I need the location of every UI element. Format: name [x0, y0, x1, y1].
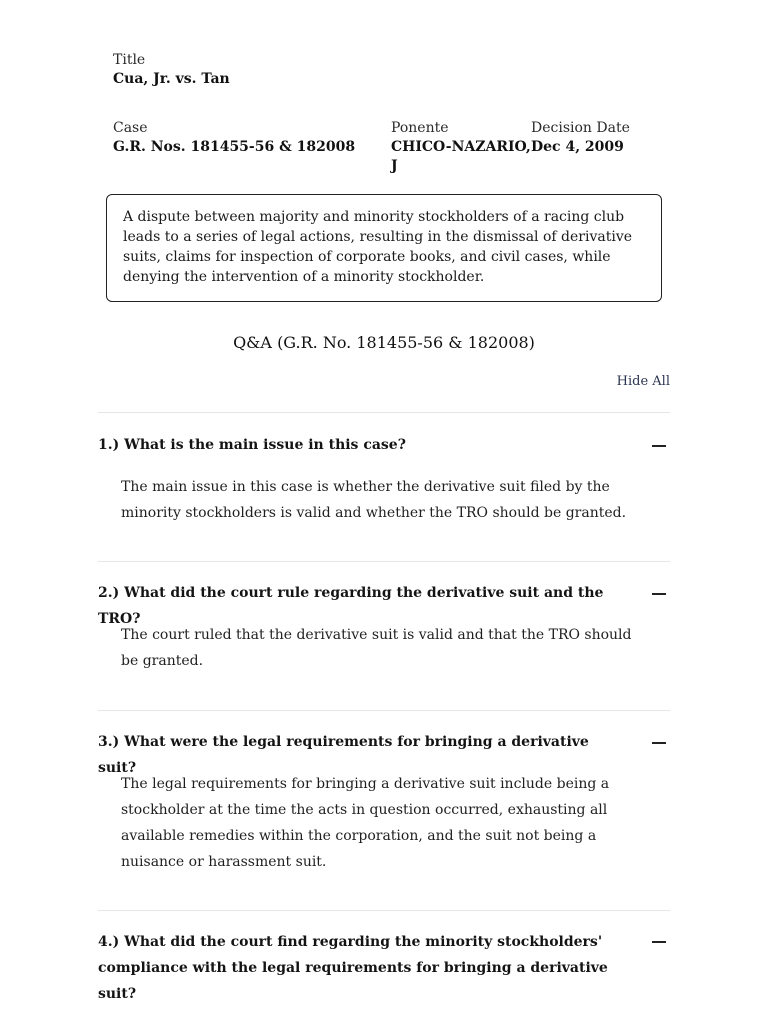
divider [98, 710, 670, 711]
qa-title: Q&A (G.R. No. 181455-56 & 182008) [233, 333, 535, 352]
answer-1: The main issue in this case is whether the derivative suit filed by the minority stockholders is valid and whether the TRO should be granted. [121, 479, 627, 521]
divider [98, 910, 670, 911]
decision-date-value: Dec 4, 2009 [531, 139, 624, 155]
ponente-label: Ponente [391, 120, 449, 136]
hide-all-button[interactable]: Hide All [616, 374, 670, 389]
divider [98, 412, 670, 413]
collapse-icon[interactable] [652, 941, 666, 943]
question-1[interactable]: 1.) What is the main issue in this case? [98, 437, 406, 453]
question-4[interactable]: 4.) What did the court find regarding the minority stockholders' compliance with the legal requirements for bringing a derivative suit? [98, 934, 608, 1002]
case-value: G.R. Nos. 181455-56 & 182008 [113, 139, 356, 155]
answer-2: The court ruled that the derivative suit is valid and that the TRO should be granted. [121, 627, 632, 669]
collapse-icon[interactable] [652, 445, 666, 447]
ponente-value-line2: J [391, 158, 398, 174]
collapse-icon[interactable] [652, 593, 666, 595]
case-label: Case [113, 120, 148, 136]
title-label: Title [113, 52, 146, 68]
ponente-value-line1: CHICO-NAZARIO, [391, 139, 531, 155]
divider [98, 561, 670, 562]
case-summary: A dispute between majority and minority stockholders of a racing club leads to a series of legal actions, resulting in the dismissal of derivative suits, claims for inspection of corporate books, and civil cases, while denying the intervention of a minority stockholder. [106, 194, 662, 302]
question-2[interactable]: 2.) What did the court rule regarding the derivative suit and the TRO? [98, 585, 604, 627]
question-3[interactable]: 3.) What were the legal requirements for bringing a derivative suit? [98, 734, 589, 776]
decision-date-label: Decision Date [531, 120, 630, 136]
collapse-icon[interactable] [652, 742, 666, 744]
title-value: Cua, Jr. vs. Tan [113, 71, 230, 87]
answer-3: The legal requirements for bringing a derivative suit include being a stockholder at the time the acts in question occurred, exhausting all available remedies within the corporation, and the suit not being a nuisance or harassment suit. [121, 776, 610, 870]
